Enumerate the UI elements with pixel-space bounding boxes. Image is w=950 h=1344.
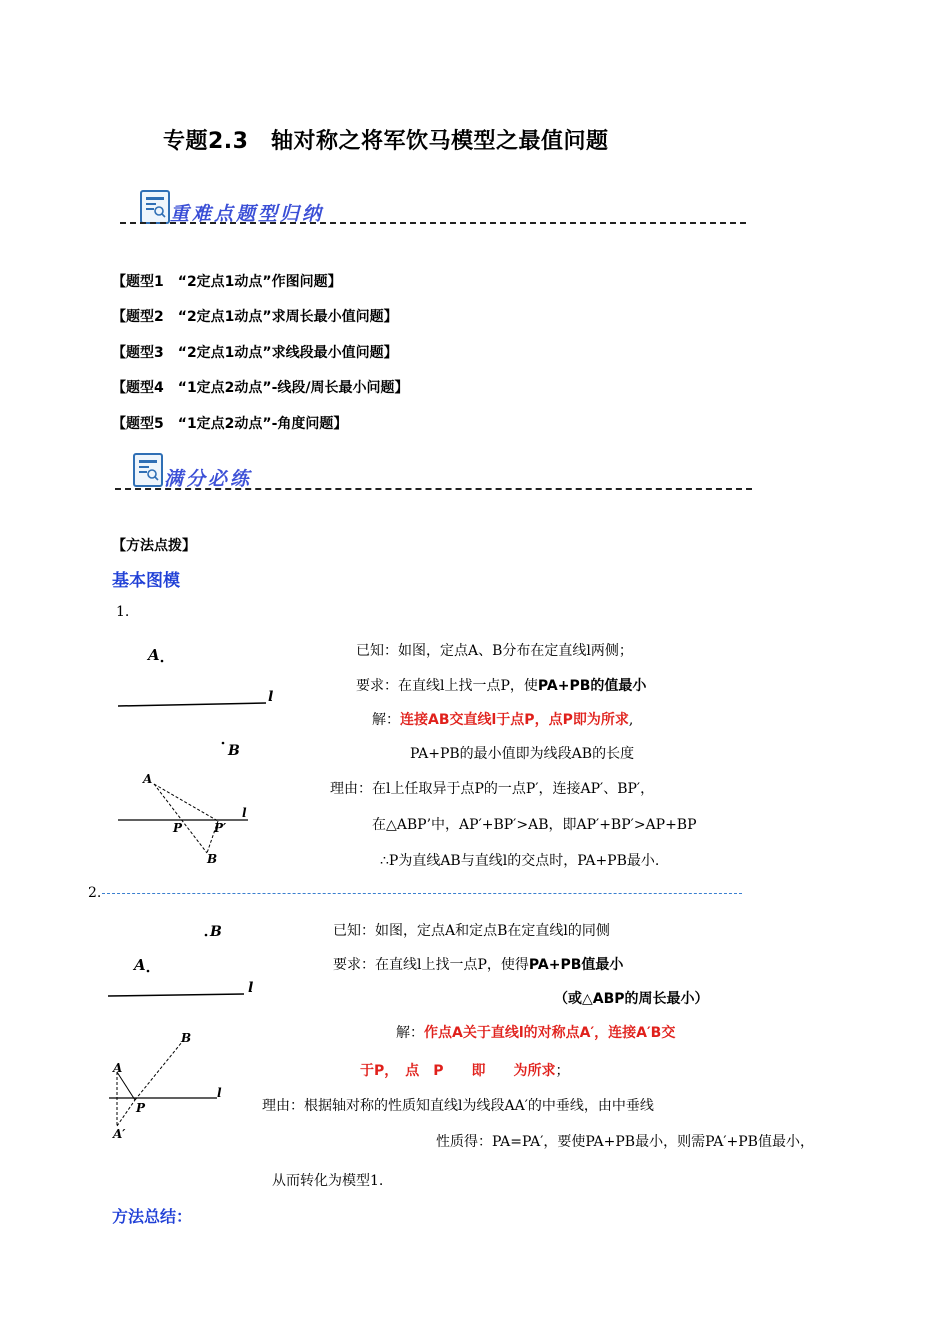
point-label-A-prime: A′ — [113, 1127, 126, 1141]
point-label-P: P — [173, 821, 183, 835]
type-item-5: 【题型5 “1定点2动点”-角度问题】 — [112, 416, 348, 432]
model2-known: 已知：如图，定点A和定点B在定直线l的同侧 — [333, 923, 610, 939]
line-l — [108, 994, 244, 996]
method-header: 【方法点拨】 — [112, 538, 196, 554]
model2-solution-cont: 于P， 点 P 即 为所求； — [360, 1063, 570, 1079]
point-label-A: A — [113, 1061, 123, 1075]
method-summary-heading: 方法总结： — [112, 1207, 193, 1226]
model2-require: 要求：在直线l上找一点P，使得PA+PB值最小 — [333, 957, 624, 973]
document-magnifier-icon — [140, 190, 170, 224]
model2-reason-2: 性质得：PA=PA′，要使PA+PB最小，则需PA′+PB值最小， — [436, 1134, 814, 1150]
model2-require-note: （或△ABP的周长最小） — [554, 991, 709, 1007]
line-l — [118, 703, 266, 706]
model1-figure-bottom — [110, 768, 260, 868]
section-divider — [115, 488, 752, 490]
model1-reason-2: 在△ABP’中，AP′+BP′>AB，即AP′+BP′>AP+BP — [372, 817, 697, 833]
section-title-key-types: 重难点题型归纳 — [170, 203, 325, 225]
line-label-l: l — [217, 1086, 222, 1100]
model2-reason-3: 从而转化为模型1. — [272, 1173, 384, 1189]
line-label-l: l — [268, 689, 274, 705]
point-label-A: A — [148, 646, 160, 664]
point-label-A: A — [134, 956, 146, 974]
model2-solution: 解：作点A关于直线l的对称点A′，连接A′B交 — [396, 1025, 676, 1041]
document-magnifier-icon — [133, 453, 163, 487]
point-label-P-prime: P′ — [214, 821, 227, 835]
model1-solution: 解：连接AB交直线l于点P，点P即为所求, — [372, 712, 634, 728]
basic-model-heading: 基本图模 — [112, 571, 180, 591]
model-number-2: 2. — [88, 885, 102, 901]
model1-require: 要求：在直线l上找一点P，使PA+PB的值最小 — [356, 678, 647, 694]
model1-reason-3: ∴P为直线AB与直线l的交点时，PA+PB最小. — [380, 853, 660, 869]
point-label-B: B — [228, 743, 240, 759]
type-item-3: 【题型3 “2定点1动点”求线段最小值问题】 — [112, 345, 398, 361]
model-divider — [102, 893, 742, 894]
point-label-B: B — [207, 852, 218, 866]
model1-figure-top — [110, 640, 290, 765]
point-label-P: P — [136, 1101, 146, 1115]
model2-reason-1: 理由：根据轴对称的性质知直线l为线段AA′的中垂线，由中垂线 — [262, 1098, 654, 1114]
model1-reason-1: 理由：在l上任取异于点P的一点P′，连接AP′、BP′， — [330, 781, 655, 797]
section-divider — [120, 222, 746, 224]
model1-known: 已知：如图，定点A、B分布在定直线l两侧； — [356, 643, 633, 659]
point-label-A: A — [143, 772, 153, 786]
model-number-1: 1. — [116, 604, 130, 620]
model2-figure-bottom — [105, 1028, 235, 1143]
type-item-1: 【题型1 “2定点1动点”作图问题】 — [112, 274, 342, 290]
point-label-B: B — [181, 1031, 192, 1045]
type-item-2: 【题型2 “2定点1动点”求周长最小值问题】 — [112, 309, 398, 325]
point-label-B: B — [210, 924, 222, 940]
model2-figure-top — [100, 915, 270, 1005]
page-title: 专题2.3 轴对称之将军饮马模型之最值问题 — [163, 129, 609, 154]
model1-min-value: PA+PB的最小值即为线段AB的长度 — [410, 746, 635, 762]
section-title-practice: 满分必练 — [164, 468, 253, 490]
type-item-4: 【题型4 “1定点2动点”-线段/周长最小问题】 — [112, 380, 409, 396]
line-label-l: l — [242, 806, 247, 820]
line-label-l: l — [248, 980, 254, 996]
